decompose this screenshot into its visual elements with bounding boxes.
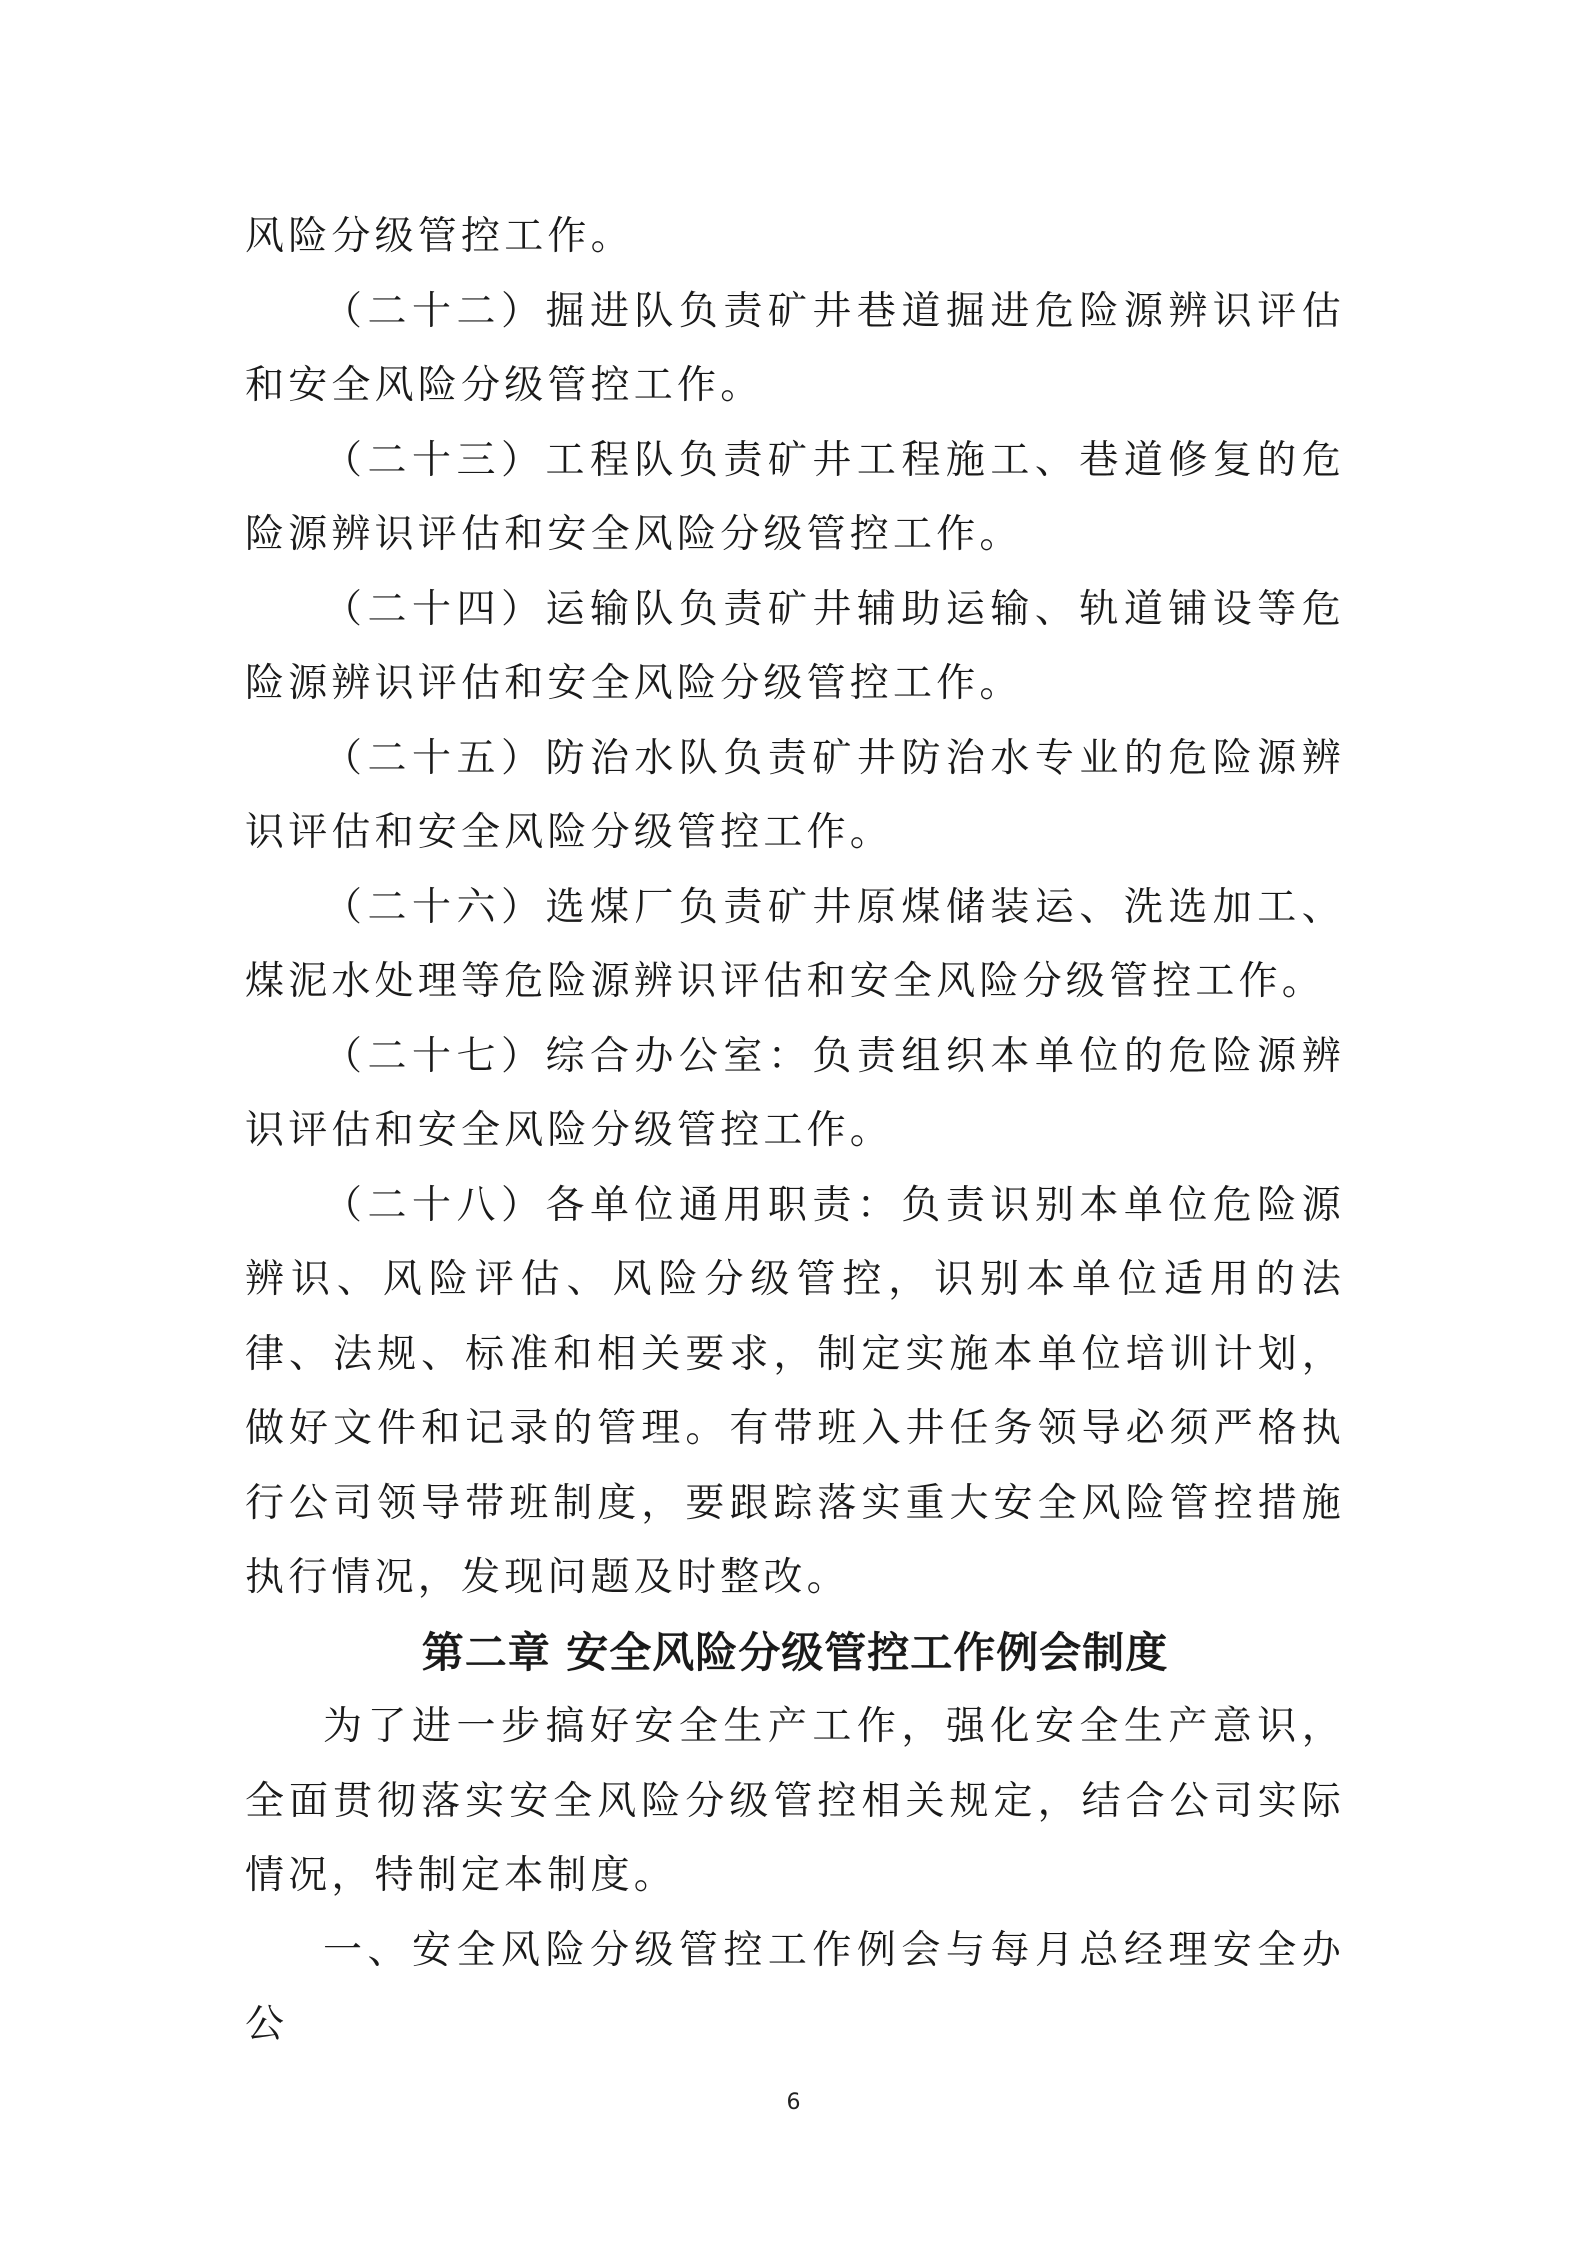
page-number: 6 [786,2090,801,2115]
document-body [245,200,1345,2063]
chapter-intro-paragraph: 为了进一步搞好安全生产工作，强化安全生产意识，全面贯彻落实安全风险分级管控相关规定，结合公司实际情况，特制定本制度。 [245,1704,1345,1898]
paragraph-item-28: （二十八）各单位通用职责：负责识别本单位危险源辨识、风险评估、风险分级管控，识别本单位适用的法律、法规、标准和相关要求，制定实施本单位培训计划，做好文件和记录的管理。有带班入井任务领导必须严格执行公司领导带班制度，要跟踪落实重大安全风险管控措施执行情况，发现问题及时整改。 [245,1182,1345,1600]
paragraph-item-23: （二十三）工程队负责矿井工程施工、巷道修复的危险源辨识评估和安全风险分级管控工作。 [245,437,1345,557]
paragraph-item-25: （二十五）防治水队负责矿井防治水专业的危险源辨识评估和安全风险分级管控工作。 [245,735,1345,855]
chapter-title: 第二章 安全风险分级管控工作例会制度 [421,1627,1169,1677]
paragraph-item-26: （二十六）选煤厂负责矿井原煤储装运、洗选加工、煤泥水处理等危险源辨识评估和安全风险分级管控工作。 [245,884,1345,1004]
paragraph-item-24: （二十四）运输队负责矿井辅助运输、轨道铺设等危险源辨识评估和安全风险分级管控工作。 [245,586,1345,706]
chapter-section-one-paragraph: 一、安全风险分级管控工作例会与每月总经理安全办公 [245,1927,1345,2047]
paragraph-continuation: 风险分级管控工作。 [245,214,634,259]
paragraph-item-22: （二十二）掘进队负责矿井巷道掘进危险源辨识评估和安全风险分级管控工作。 [245,288,1345,408]
paragraph-item-27: （二十七）综合办公室：负责组织本单位的危险源辨识评估和安全风险分级管控工作。 [245,1033,1345,1153]
